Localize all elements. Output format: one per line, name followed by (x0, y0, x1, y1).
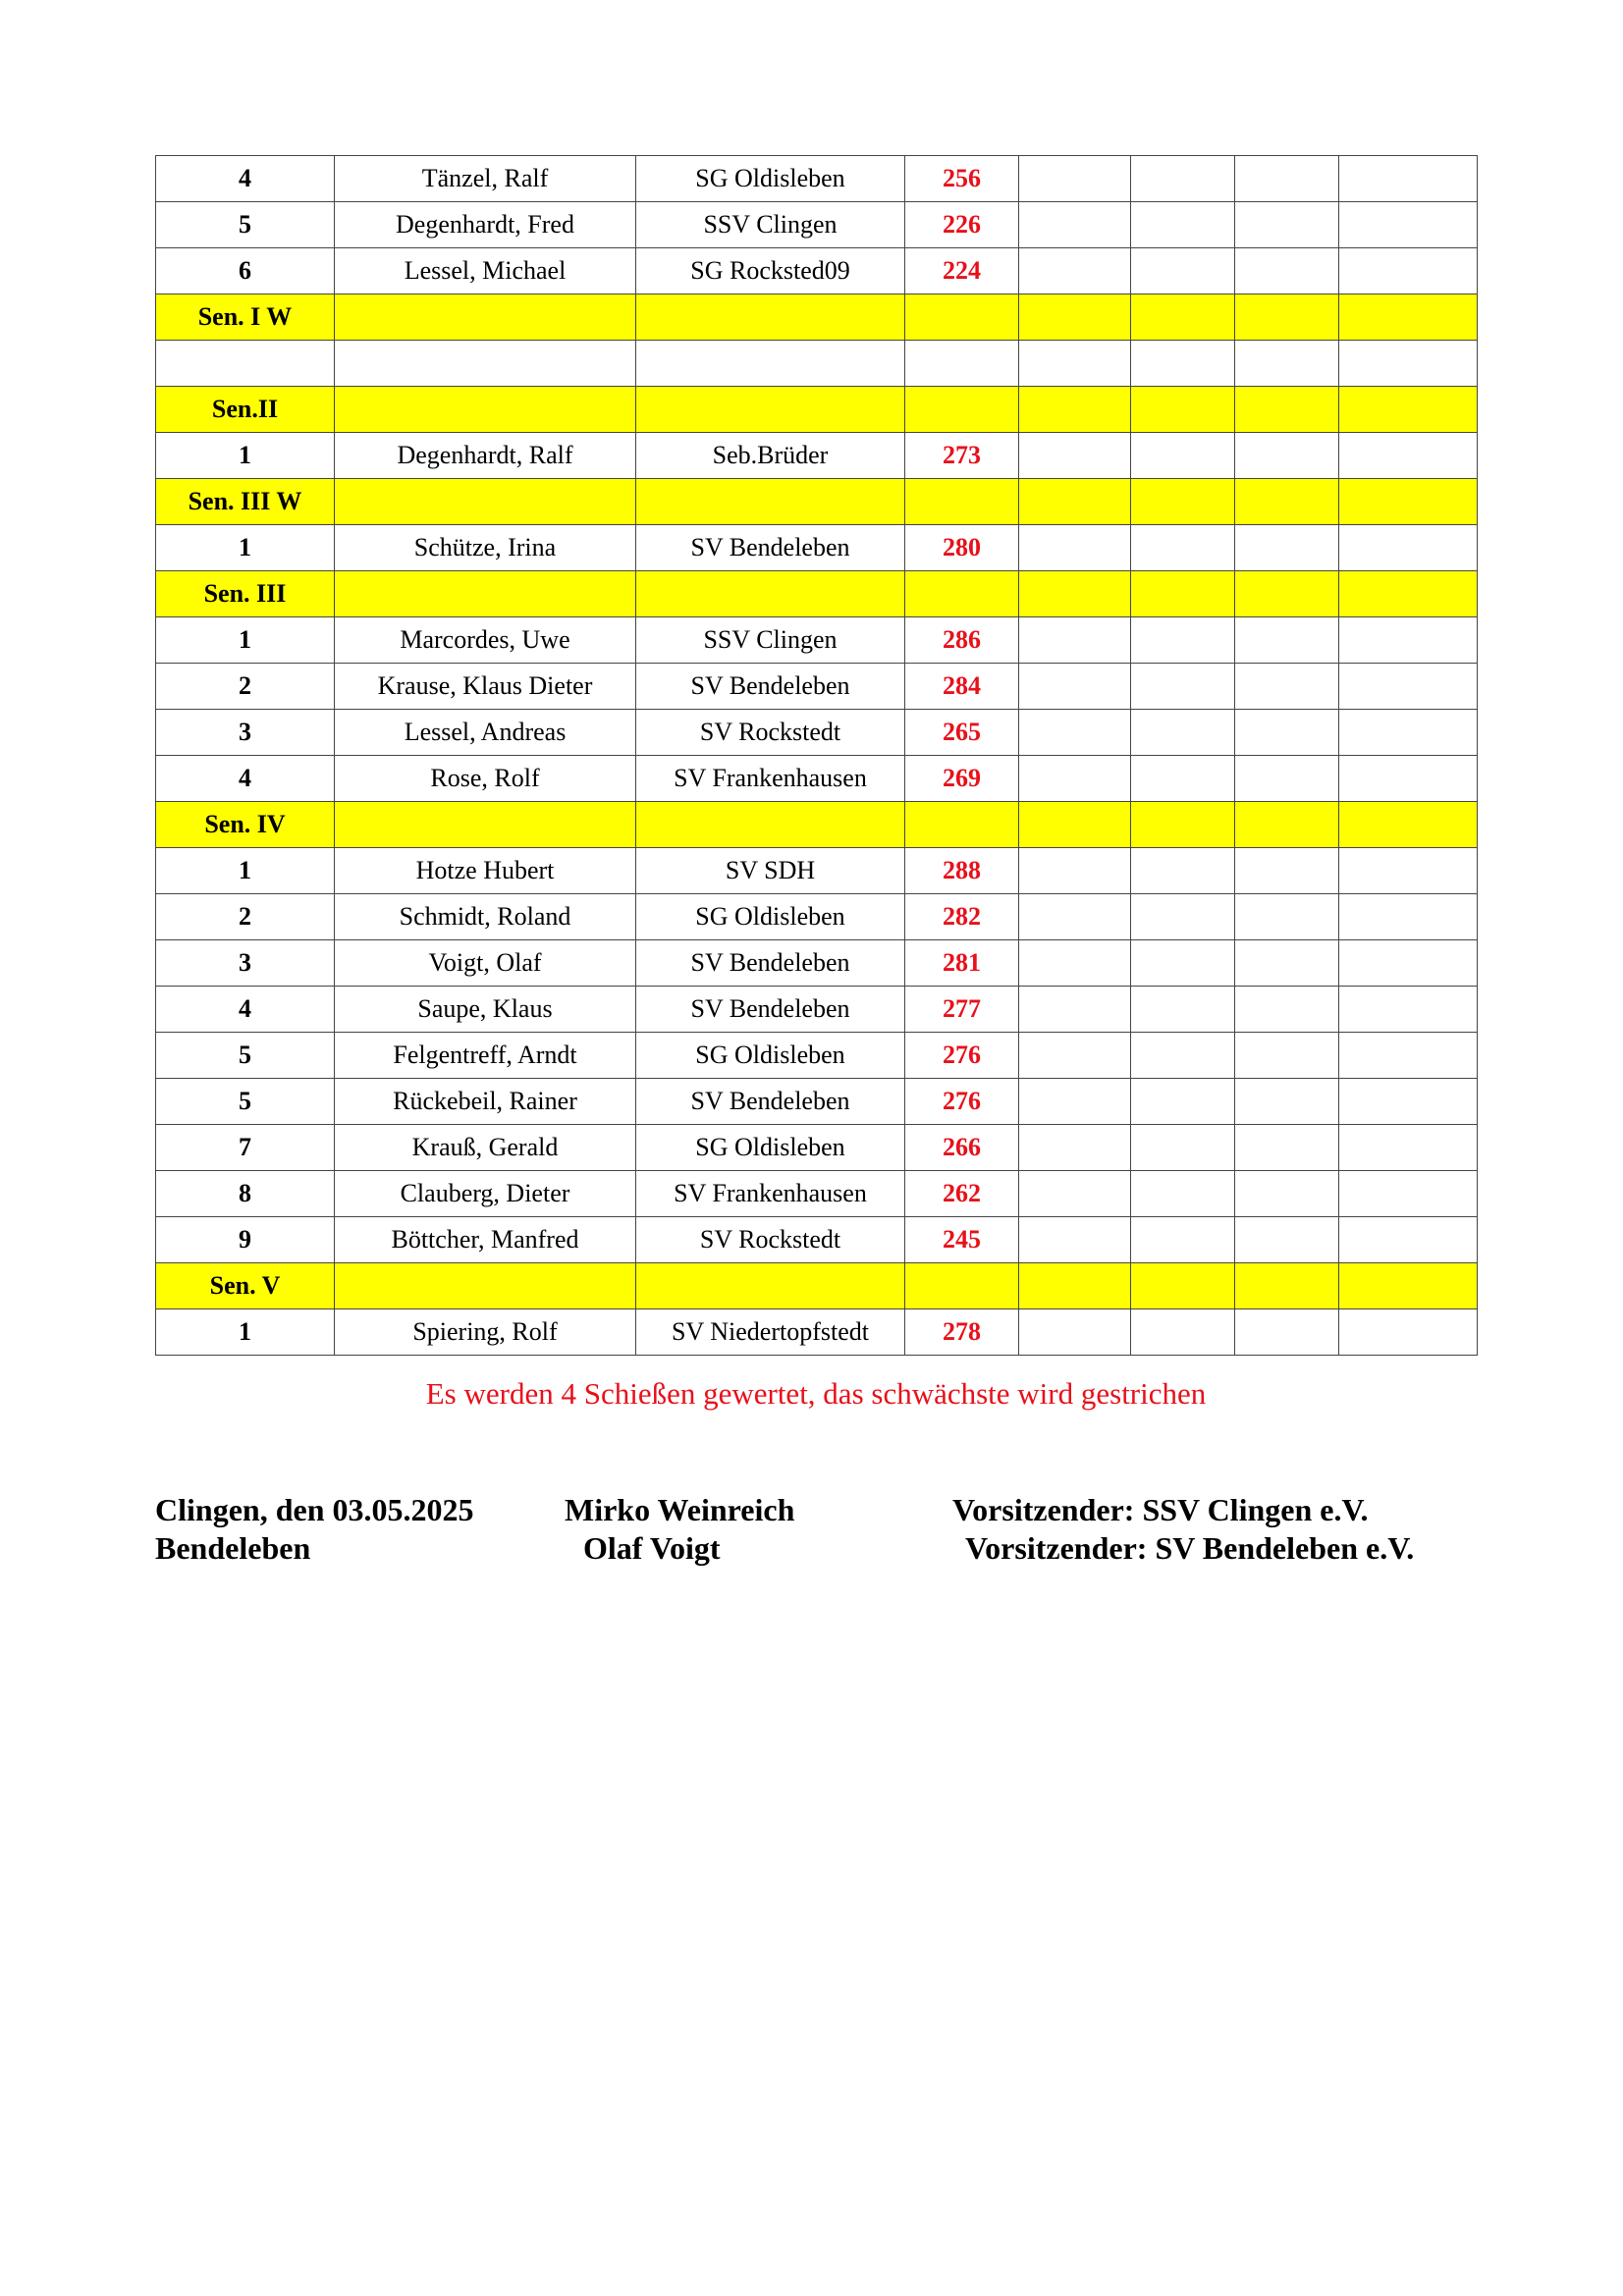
empty-cell (1019, 571, 1131, 617)
empty-cell (1235, 1171, 1339, 1217)
empty-cell (1339, 1217, 1478, 1263)
score-cell: 269 (905, 756, 1019, 802)
category-row (156, 479, 1478, 525)
club-cell: SG Oldisleben (636, 156, 905, 202)
empty-cell (1019, 848, 1131, 894)
empty-cell (1235, 387, 1339, 433)
score-cell (905, 802, 1019, 848)
empty-cell (1131, 248, 1235, 294)
scoring-note: Es werden 4 Schießen gewertet, das schwächste wird gestrichen (425, 1376, 1207, 1411)
empty-cell (1235, 1309, 1339, 1356)
signature-place-2: Bendeleben (155, 1530, 311, 1566)
rank-cell: 2 (156, 664, 335, 710)
name-cell: Rose, Rolf (335, 756, 636, 802)
empty-cell (1339, 987, 1478, 1033)
name-cell: Tänzel, Ralf (335, 156, 636, 202)
name-cell (335, 802, 636, 848)
rank-cell: 1 (156, 1309, 335, 1356)
table-row (156, 1125, 1478, 1171)
empty-cell (1339, 525, 1478, 571)
name-cell: Lessel, Michael (335, 248, 636, 294)
signature-name-1: Mirko Weinreich (565, 1492, 795, 1527)
empty-cell (1235, 987, 1339, 1033)
score-cell: 265 (905, 710, 1019, 756)
empty-cell (1019, 202, 1131, 248)
table-row (156, 1217, 1478, 1263)
rank-cell: 7 (156, 1125, 335, 1171)
table-row (156, 1171, 1478, 1217)
name-cell: Lessel, Andreas (335, 710, 636, 756)
club-cell: SV Frankenhausen (636, 756, 905, 802)
name-cell: Clauberg, Dieter (335, 1171, 636, 1217)
club-cell: SSV Clingen (636, 202, 905, 248)
table-row (156, 1309, 1478, 1356)
empty-cell (1235, 341, 1339, 387)
empty-cell (1339, 479, 1478, 525)
name-cell: Degenhardt, Ralf (335, 433, 636, 479)
empty-cell (1131, 341, 1235, 387)
club-cell: SG Rocksted09 (636, 248, 905, 294)
score-cell: 266 (905, 1125, 1019, 1171)
table-row (156, 756, 1478, 802)
results-body (156, 156, 1478, 1356)
empty-cell (1235, 848, 1339, 894)
name-cell: Voigt, Olaf (335, 940, 636, 987)
empty-cell (1131, 1217, 1235, 1263)
club-cell (636, 571, 905, 617)
table-row (156, 710, 1478, 756)
club-cell: SSV Clingen (636, 617, 905, 664)
name-cell: Spiering, Rolf (335, 1309, 636, 1356)
empty-cell (1235, 433, 1339, 479)
empty-cell (1019, 1033, 1131, 1079)
empty-cell (1339, 202, 1478, 248)
empty-cell (1339, 387, 1478, 433)
empty-cell (1019, 756, 1131, 802)
club-cell: SV Rockstedt (636, 710, 905, 756)
rank-cell: 3 (156, 940, 335, 987)
club-cell (636, 387, 905, 433)
club-cell: SG Oldisleben (636, 1125, 905, 1171)
empty-cell (1019, 1217, 1131, 1263)
rank-cell: 5 (156, 202, 335, 248)
table-row (156, 894, 1478, 940)
rank-cell: 2 (156, 894, 335, 940)
club-cell: SV Bendeleben (636, 664, 905, 710)
empty-cell (1339, 248, 1478, 294)
name-cell (335, 571, 636, 617)
empty-cell (1339, 710, 1478, 756)
empty-cell (1019, 802, 1131, 848)
table-row (156, 848, 1478, 894)
category-row (156, 294, 1478, 341)
empty-cell (1019, 1263, 1131, 1309)
score-cell: 281 (905, 940, 1019, 987)
club-cell: SG Oldisleben (636, 1033, 905, 1079)
name-cell: Böttcher, Manfred (335, 1217, 636, 1263)
score-cell: 282 (905, 894, 1019, 940)
empty-cell (1019, 1079, 1131, 1125)
rank-cell: 4 (156, 756, 335, 802)
empty-cell (1019, 156, 1131, 202)
name-cell: Degenhardt, Fred (335, 202, 636, 248)
empty-cell (1339, 1171, 1478, 1217)
club-cell: SV SDH (636, 848, 905, 894)
score-cell: 224 (905, 248, 1019, 294)
empty-cell (1339, 433, 1478, 479)
name-cell (335, 1263, 636, 1309)
empty-cell (1339, 1079, 1478, 1125)
empty-cell (1131, 433, 1235, 479)
signature-name-2: Olaf Voigt (583, 1530, 721, 1566)
club-cell: SV Bendeleben (636, 525, 905, 571)
club-cell: SV Rockstedt (636, 1217, 905, 1263)
table-row (156, 156, 1478, 202)
name-cell: Schmidt, Roland (335, 894, 636, 940)
table-row (156, 664, 1478, 710)
empty-cell (1339, 294, 1478, 341)
empty-cell (1019, 341, 1131, 387)
empty-cell (1131, 156, 1235, 202)
empty-cell (1235, 248, 1339, 294)
empty-cell (1019, 294, 1131, 341)
empty-cell (1019, 894, 1131, 940)
score-cell: 226 (905, 202, 1019, 248)
empty-cell (1339, 1309, 1478, 1356)
rank-cell: 1 (156, 617, 335, 664)
score-cell (905, 294, 1019, 341)
table-row (156, 1079, 1478, 1125)
empty-cell (1339, 1125, 1478, 1171)
club-cell (636, 294, 905, 341)
category-row (156, 571, 1478, 617)
empty-cell (1131, 940, 1235, 987)
empty-cell (1019, 1171, 1131, 1217)
empty-cell (1235, 571, 1339, 617)
category-row (156, 387, 1478, 433)
score-cell (905, 341, 1019, 387)
score-cell: 286 (905, 617, 1019, 664)
table-row (156, 433, 1478, 479)
empty-cell (1131, 1033, 1235, 1079)
empty-cell (1131, 525, 1235, 571)
signature-place-date: Clingen, den 03.05.2025 (155, 1492, 474, 1527)
empty-cell (1131, 294, 1235, 341)
name-cell: Rückebeil, Rainer (335, 1079, 636, 1125)
empty-cell (1339, 617, 1478, 664)
club-cell (636, 802, 905, 848)
score-cell (905, 479, 1019, 525)
empty-cell (1235, 1033, 1339, 1079)
signature-role-1: Vorsitzender: SSV Clingen e.V. (952, 1492, 1369, 1527)
empty-cell (1019, 710, 1131, 756)
name-cell: Saupe, Klaus (335, 987, 636, 1033)
score-cell: 277 (905, 987, 1019, 1033)
empty-cell (1235, 710, 1339, 756)
club-cell (636, 1263, 905, 1309)
rank-cell: 5 (156, 1079, 335, 1125)
table-row (156, 617, 1478, 664)
score-cell: 256 (905, 156, 1019, 202)
table-row (156, 940, 1478, 987)
empty-cell (1235, 294, 1339, 341)
name-cell: Hotze Hubert (335, 848, 636, 894)
empty-cell (1339, 156, 1478, 202)
rank-cell: Sen.II (156, 387, 335, 433)
score-cell: 276 (905, 1079, 1019, 1125)
rank-cell (156, 341, 335, 387)
rank-cell: Sen. V (156, 1263, 335, 1309)
empty-cell (1131, 1309, 1235, 1356)
rank-cell: 9 (156, 1217, 335, 1263)
rank-cell: Sen. III (156, 571, 335, 617)
rank-cell: 6 (156, 248, 335, 294)
empty-cell (1131, 202, 1235, 248)
empty-cell (1235, 940, 1339, 987)
blank-row (156, 341, 1478, 387)
score-cell: 284 (905, 664, 1019, 710)
rank-cell: 8 (156, 1171, 335, 1217)
table-row (156, 1033, 1478, 1079)
name-cell (335, 294, 636, 341)
empty-cell (1235, 202, 1339, 248)
empty-cell (1235, 156, 1339, 202)
club-cell: Seb.Brüder (636, 433, 905, 479)
empty-cell (1235, 1217, 1339, 1263)
empty-cell (1235, 525, 1339, 571)
table-row (156, 202, 1478, 248)
score-cell: 262 (905, 1171, 1019, 1217)
empty-cell (1019, 248, 1131, 294)
rank-cell: Sen. I W (156, 294, 335, 341)
empty-cell (1131, 1079, 1235, 1125)
empty-cell (1131, 1171, 1235, 1217)
empty-cell (1339, 571, 1478, 617)
results-table (155, 155, 1478, 1356)
empty-cell (1019, 387, 1131, 433)
rank-cell: Sen. III W (156, 479, 335, 525)
rank-cell: 1 (156, 848, 335, 894)
score-cell: 276 (905, 1033, 1019, 1079)
club-cell: SV Bendeleben (636, 987, 905, 1033)
score-cell: 280 (905, 525, 1019, 571)
empty-cell (1131, 1125, 1235, 1171)
empty-cell (1131, 387, 1235, 433)
name-cell (335, 479, 636, 525)
name-cell: Krauß, Gerald (335, 1125, 636, 1171)
empty-cell (1339, 664, 1478, 710)
rank-cell: 3 (156, 710, 335, 756)
signature-role-2: Vorsitzender: SV Bendeleben e.V. (965, 1530, 1415, 1566)
club-cell: SV Frankenhausen (636, 1171, 905, 1217)
empty-cell (1131, 664, 1235, 710)
empty-cell (1235, 894, 1339, 940)
club-cell (636, 479, 905, 525)
empty-cell (1019, 617, 1131, 664)
empty-cell (1131, 617, 1235, 664)
name-cell: Felgentreff, Arndt (335, 1033, 636, 1079)
rank-cell: Sen. IV (156, 802, 335, 848)
empty-cell (1019, 940, 1131, 987)
score-cell (905, 387, 1019, 433)
score-cell (905, 571, 1019, 617)
empty-cell (1235, 756, 1339, 802)
empty-cell (1131, 802, 1235, 848)
empty-cell (1339, 1263, 1478, 1309)
empty-cell (1339, 894, 1478, 940)
table-row (156, 525, 1478, 571)
empty-cell (1019, 664, 1131, 710)
name-cell (335, 341, 636, 387)
category-row (156, 802, 1478, 848)
rank-cell: 4 (156, 987, 335, 1033)
category-row (156, 1263, 1478, 1309)
empty-cell (1339, 802, 1478, 848)
empty-cell (1339, 756, 1478, 802)
rank-cell: 1 (156, 433, 335, 479)
table-row (156, 987, 1478, 1033)
club-cell: SV Bendeleben (636, 1079, 905, 1125)
empty-cell (1131, 848, 1235, 894)
empty-cell (1019, 1125, 1131, 1171)
rank-cell: 5 (156, 1033, 335, 1079)
empty-cell (1235, 1125, 1339, 1171)
name-cell: Marcordes, Uwe (335, 617, 636, 664)
name-cell: Schütze, Irina (335, 525, 636, 571)
empty-cell (1235, 664, 1339, 710)
empty-cell (1131, 710, 1235, 756)
empty-cell (1019, 1309, 1131, 1356)
empty-cell (1339, 848, 1478, 894)
empty-cell (1131, 479, 1235, 525)
rank-cell: 4 (156, 156, 335, 202)
empty-cell (1131, 1263, 1235, 1309)
empty-cell (1131, 571, 1235, 617)
empty-cell (1019, 525, 1131, 571)
empty-cell (1019, 479, 1131, 525)
empty-cell (1019, 987, 1131, 1033)
score-cell: 245 (905, 1217, 1019, 1263)
empty-cell (1339, 341, 1478, 387)
table-row (156, 248, 1478, 294)
empty-cell (1131, 987, 1235, 1033)
score-cell: 278 (905, 1309, 1019, 1356)
empty-cell (1131, 894, 1235, 940)
club-cell: SG Oldisleben (636, 894, 905, 940)
rank-cell: 1 (156, 525, 335, 571)
club-cell (636, 341, 905, 387)
score-cell: 273 (905, 433, 1019, 479)
empty-cell (1235, 479, 1339, 525)
empty-cell (1235, 1079, 1339, 1125)
empty-cell (1131, 756, 1235, 802)
empty-cell (1235, 802, 1339, 848)
empty-cell (1235, 617, 1339, 664)
score-cell: 288 (905, 848, 1019, 894)
empty-cell (1339, 940, 1478, 987)
empty-cell (1019, 433, 1131, 479)
empty-cell (1339, 1033, 1478, 1079)
club-cell: SV Niedertopfstedt (636, 1309, 905, 1356)
club-cell: SV Bendeleben (636, 940, 905, 987)
name-cell (335, 387, 636, 433)
empty-cell (1235, 1263, 1339, 1309)
name-cell: Krause, Klaus Dieter (335, 664, 636, 710)
score-cell (905, 1263, 1019, 1309)
